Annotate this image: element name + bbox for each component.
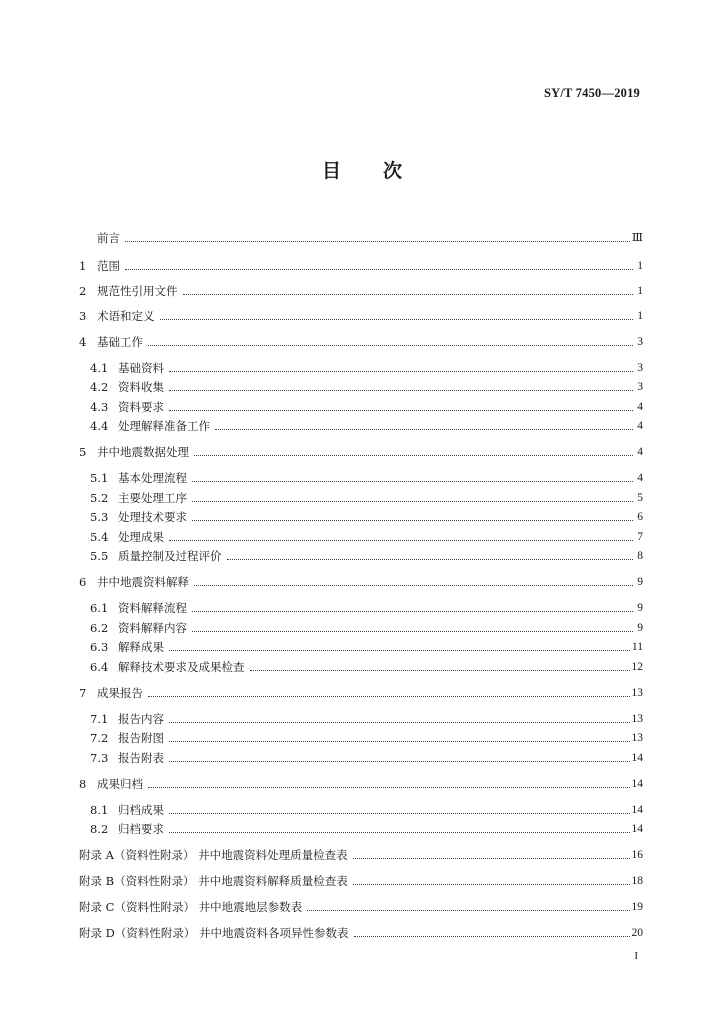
toc-entry-page: 20 [631,927,643,939]
toc-entry-number: 6 [79,575,87,589]
toc-entry[interactable] [90,508,643,524]
toc-entry-number: 4.2 [90,380,109,394]
toc-entry-number: 5.1 [90,471,109,485]
toc-entry-number: 4.1 [90,361,109,375]
toc-entry-number: 8.2 [90,822,109,836]
toc-entry-page: 8 [637,550,643,562]
toc-entry-label: 解释成果 [118,640,164,654]
toc-entry-label: 报告附表 [118,751,164,765]
toc-entry-label: 范围 [97,259,120,273]
toc-entry-number: 4.4 [90,419,109,433]
toc-entry-page: 6 [637,511,643,523]
toc-entry-page: 12 [631,661,643,673]
toc-entry-page: 16 [631,849,643,861]
toc-entry[interactable] [79,775,643,791]
toc-entry[interactable] [90,547,643,563]
dot-leader [353,858,630,859]
toc-entry-number: 7 [79,686,87,700]
dot-leader [169,832,630,833]
toc-entry[interactable] [90,729,643,745]
toc-entry[interactable] [90,398,643,414]
toc-entry-number: 5 [79,445,87,459]
toc-entry-number: 7.1 [90,712,109,726]
toc-entry[interactable] [90,359,643,375]
toc-entry[interactable] [90,619,643,635]
toc-entry[interactable] [79,872,643,888]
dot-leader [307,910,629,911]
toc-entry-label: 主要处理工序 [118,491,187,505]
toc-entry-page: 3 [637,336,643,348]
dot-leader [169,650,630,651]
toc-entry-page: 4 [637,420,643,432]
toc-entry-label: 解释技术要求及成果检查 [118,660,245,674]
dot-leader [169,410,633,411]
toc-entry[interactable] [90,820,643,836]
toc-entry-page: 9 [637,576,643,588]
dot-leader [160,319,634,320]
toc-entry-page: 13 [631,732,643,744]
toc-entry-page: 14 [631,778,643,790]
toc-entry-label: 归档要求 [118,822,164,836]
toc-entry[interactable] [79,924,643,940]
toc-entry-number: 8 [79,777,87,791]
toc-entry-label: 成果归档 [97,777,143,791]
toc-entry[interactable] [79,443,643,459]
toc-entry-label: 归档成果 [118,803,164,817]
toc-entry-label: 术语和定义 [97,309,155,323]
toc-entry-label: 基本处理流程 [118,471,187,485]
toc-entry-page: 9 [637,602,643,614]
toc-entry[interactable] [90,638,643,654]
dot-leader [169,761,630,762]
toc-entry[interactable] [79,684,643,700]
dot-leader [192,501,633,502]
toc-entry-label: 附录 B（资料性附录） 井中地震资料解释质量检查表 [79,874,348,888]
toc-entry-page: 13 [631,713,643,725]
dot-leader [148,696,630,697]
toc-entry-label: 处理成果 [118,530,164,544]
toc-entry-label: 报告内容 [118,712,164,726]
dot-leader [148,345,633,346]
toc-entry-page: Ⅲ [631,232,643,244]
toc-entry-number: 6.2 [90,621,109,635]
toc-entry[interactable] [79,307,643,323]
dot-leader [169,371,633,372]
toc-entry-page: 5 [637,492,643,504]
standard-code: SY/T 7450—2019 [544,86,640,100]
toc-entry-page: 14 [631,804,643,816]
toc-entry-number: 5.5 [90,549,109,563]
toc-entry-page: 3 [637,362,643,374]
toc-entry[interactable] [90,528,643,544]
toc-entry-page: 7 [637,531,643,543]
dot-leader [194,585,633,586]
toc-entry-label: 质量控制及过程评价 [118,549,222,563]
toc-entry-number: 7.3 [90,751,109,765]
dot-leader [215,429,633,430]
toc-entry-label: 处理技术要求 [118,510,187,524]
toc-entry-page: 1 [637,285,643,297]
toc-entry-number: 5.4 [90,530,109,544]
dot-leader [192,481,633,482]
toc-entry[interactable] [90,489,643,505]
toc-entry-label: 井中地震数据处理 [97,445,189,459]
toc-entry-page: 4 [637,472,643,484]
toc-entry-label: 基础资料 [118,361,164,375]
toc-entry[interactable] [79,229,643,245]
toc-entry[interactable] [90,710,643,726]
toc-entry-page: 1 [637,310,643,322]
toc-entry-label: 规范性引用文件 [97,284,178,298]
toc-entry-page: 3 [637,381,643,393]
dot-leader [125,269,633,270]
page-title: 目次 [321,160,444,182]
toc-entry-number: 1 [79,259,87,273]
toc-entry-label: 资料解释内容 [118,621,187,635]
toc-entry[interactable] [79,333,643,349]
toc-entry[interactable] [79,898,643,914]
toc-entry[interactable] [90,599,643,615]
dot-leader [169,390,633,391]
toc-entry-page: 4 [637,401,643,413]
toc-entry-page: 14 [631,752,643,764]
toc-entry[interactable] [90,417,643,433]
toc-entry-label: 资料解释流程 [118,601,187,615]
toc-entry-label: 井中地震资料解释 [97,575,189,589]
toc-entry-page: 1 [637,260,643,272]
toc-entry[interactable] [79,282,643,298]
toc-entry-number: 4 [79,335,87,349]
toc-entry-number: 5.3 [90,510,109,524]
toc-entry-label: 附录 D（资料性附录） 井中地震资料各项异性参数表 [79,926,349,940]
toc-entry-page: 14 [631,823,643,835]
dot-leader [169,722,630,723]
toc-entry-label: 前言 [97,231,120,245]
toc-entry-number: 6.1 [90,601,109,615]
toc-entry-label: 资料收集 [118,380,164,394]
dot-leader [227,559,634,560]
toc-entry[interactable] [79,846,643,862]
toc-entry-label: 附录 A（资料性附录） 井中地震资料处理质量检查表 [79,848,348,862]
dot-leader [192,631,633,632]
dot-leader [192,611,633,612]
toc-entry-label: 成果报告 [97,686,143,700]
toc-entry-label: 基础工作 [97,335,143,349]
toc-entry[interactable] [90,658,643,674]
dot-leader [353,884,630,885]
toc-entry-number: 3 [79,309,87,323]
toc-entry-label: 资料要求 [118,400,164,414]
toc-entry-page: 19 [631,901,643,913]
dot-leader [148,787,630,788]
toc-entry[interactable] [90,801,643,817]
toc-entry-number: 2 [79,284,87,298]
toc-entry-number: 8.1 [90,803,109,817]
page-number: I [634,950,638,962]
toc-entry-number: 5.2 [90,491,109,505]
toc-entry-number: 6.3 [90,640,109,654]
toc-entry-label: 处理解释准备工作 [118,419,210,433]
toc-entry[interactable] [90,378,643,394]
toc-entry-label: 附录 C（资料性附录） 井中地震地层参数表 [79,900,303,914]
toc-entry-page: 13 [631,687,643,699]
toc-entry[interactable] [90,749,643,765]
toc-entry-page: 4 [637,446,643,458]
dot-leader [354,936,630,937]
toc-entry-label: 报告附图 [118,731,164,745]
toc-entry-page: 11 [631,641,643,653]
dot-leader [192,520,633,521]
dot-leader [169,540,633,541]
toc-entry-page: 9 [637,622,643,634]
toc-entry-number: 7.2 [90,731,109,745]
toc-entry[interactable] [79,257,643,273]
dot-leader [194,455,633,456]
dot-leader [183,294,634,295]
toc-entry-number: 6.4 [90,660,109,674]
dot-leader [125,241,630,242]
toc-entry-page: 18 [631,875,643,887]
toc-entry[interactable] [79,573,643,589]
toc-entry-number: 4.3 [90,400,109,414]
dot-leader [169,741,630,742]
dot-leader [250,670,630,671]
dot-leader [169,813,630,814]
toc-entry[interactable] [90,469,643,485]
